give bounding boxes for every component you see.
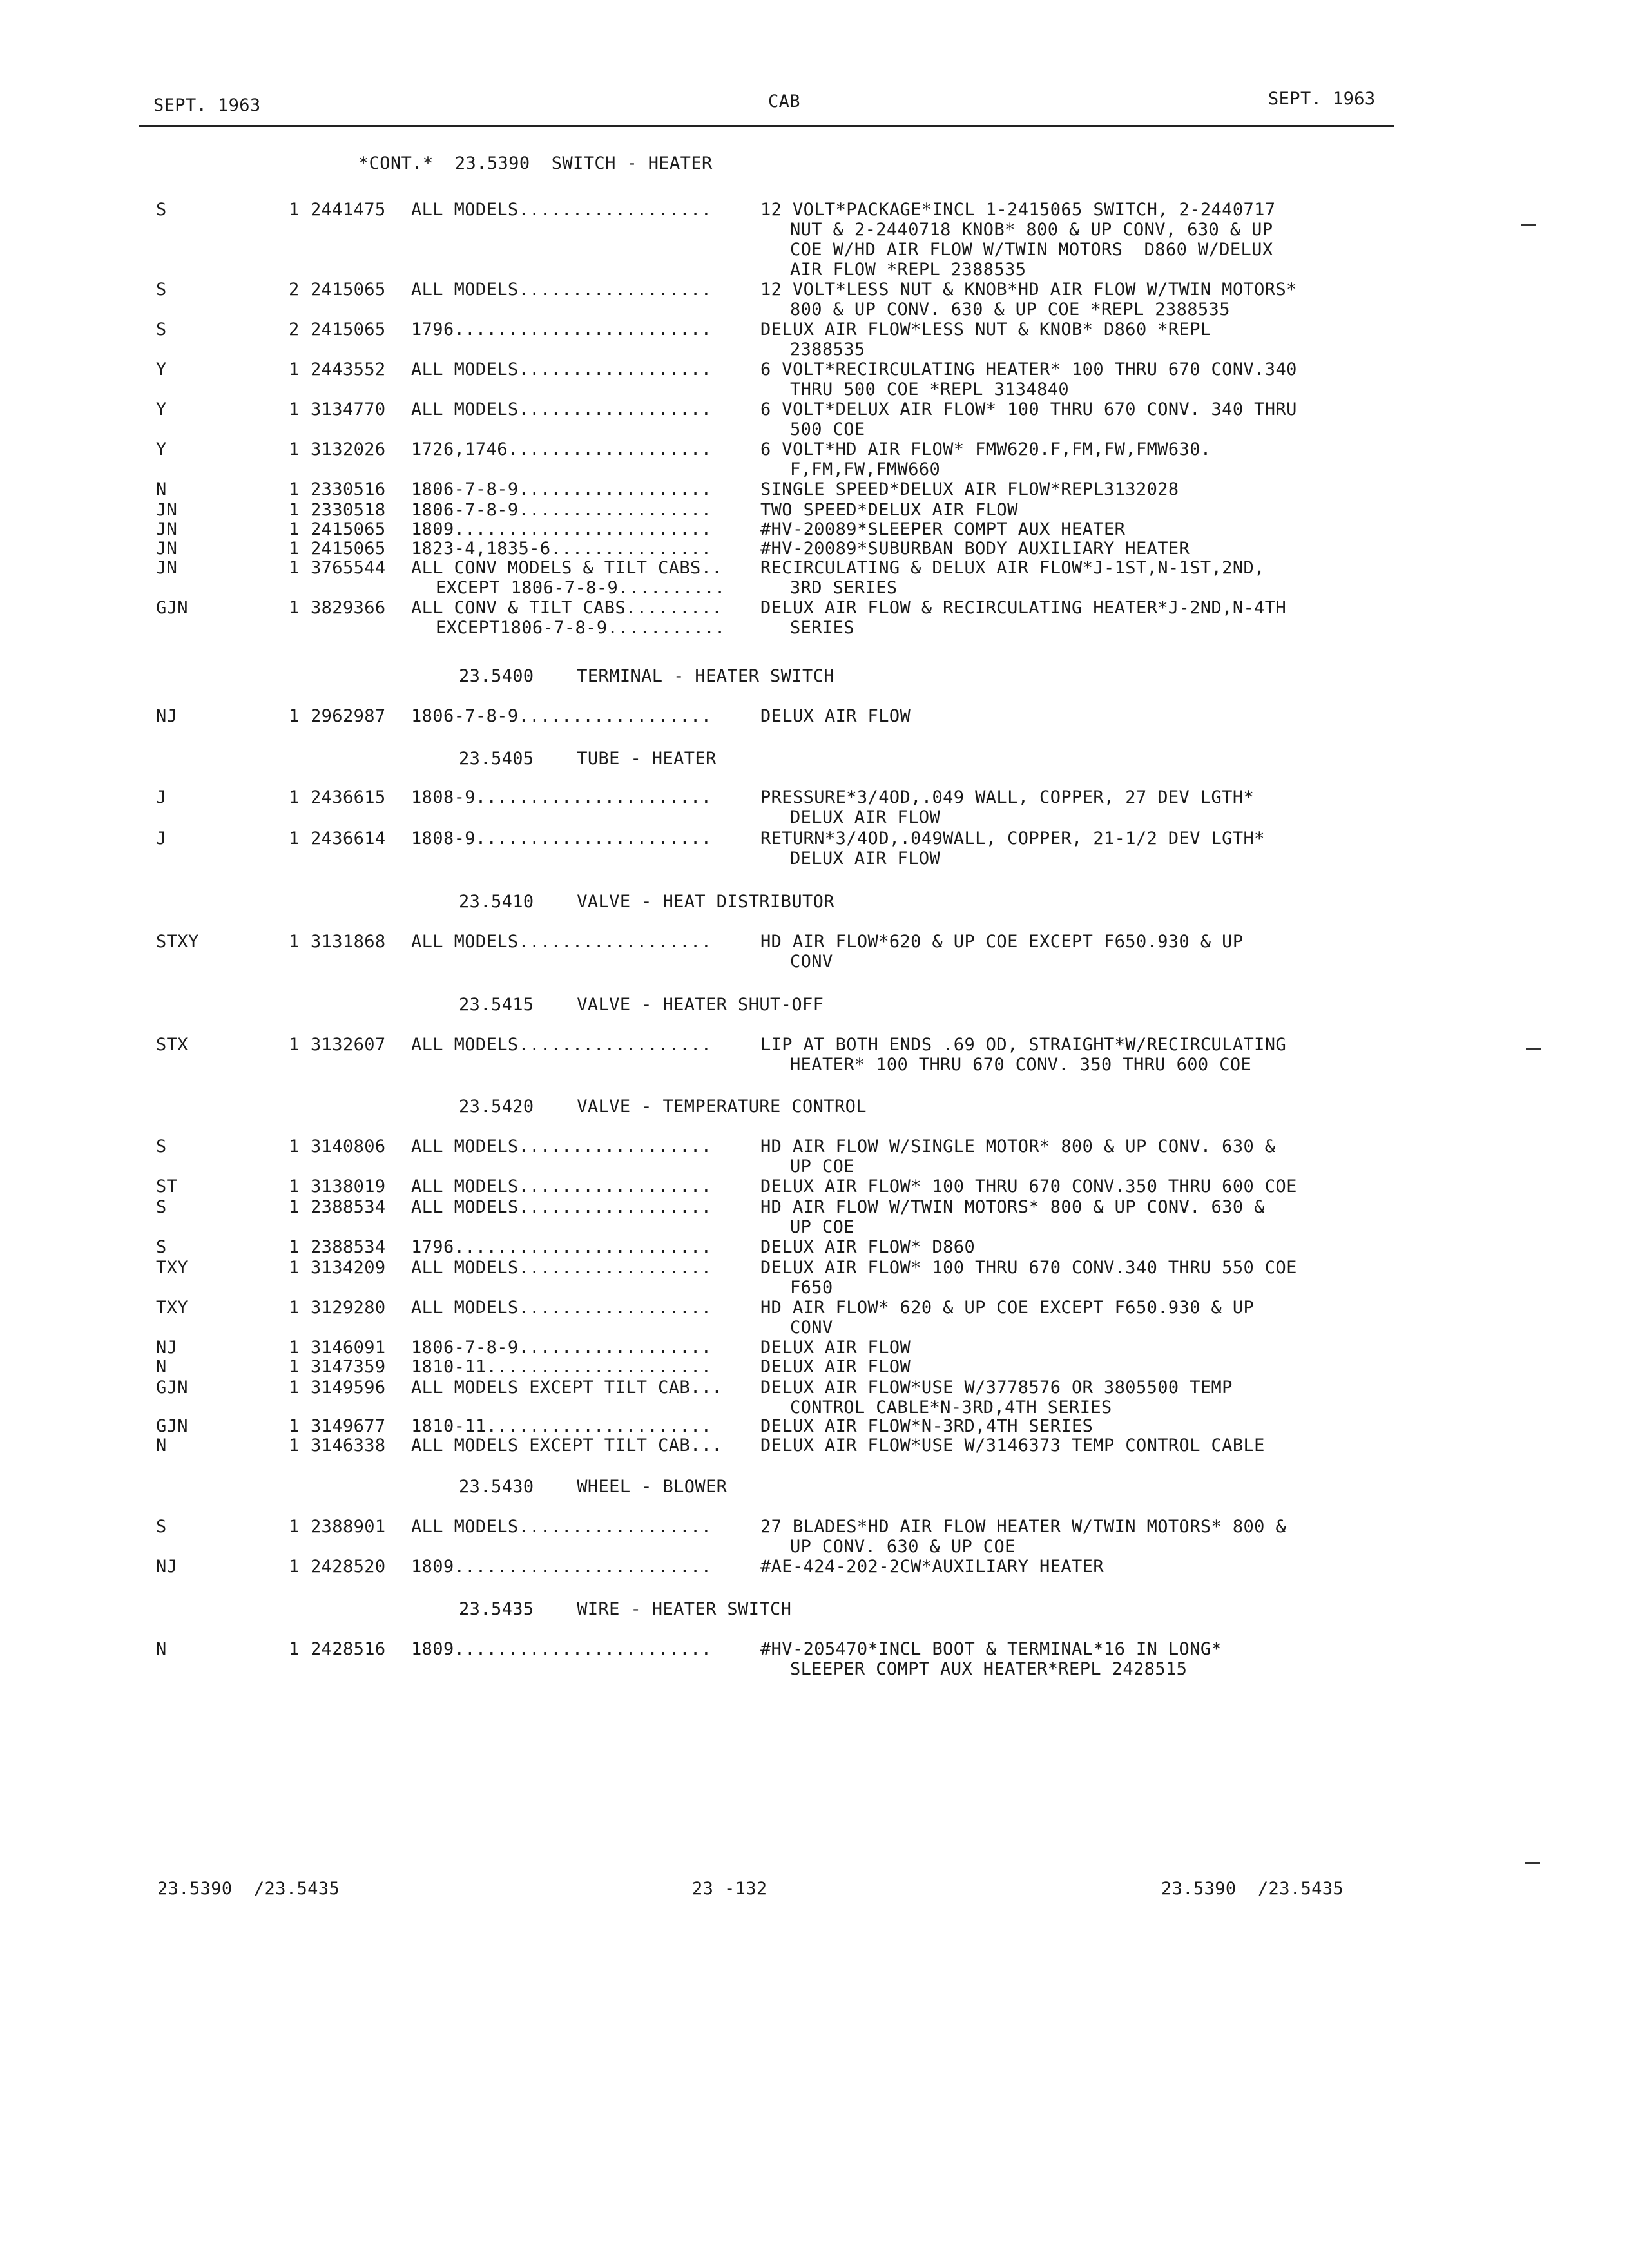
row-qty: 1 [289, 1258, 300, 1278]
row-qty: 1 [289, 829, 300, 849]
row-qty: 1 [289, 479, 300, 499]
row-models: 1796........................ [411, 320, 712, 340]
row-code: NJ [156, 706, 178, 726]
row-part-number: 3134209 [311, 1258, 386, 1278]
row-models: ALL MODELS EXCEPT TILT CAB... [411, 1378, 723, 1398]
row-qty: 1 [289, 1338, 300, 1358]
row-qty: 1 [289, 1177, 300, 1196]
row-part-number: 3146091 [311, 1338, 386, 1358]
row-description: RETURN*3/4OD,.049WALL, COPPER, 21-1/2 DEV LGTH* [760, 829, 1265, 849]
row-description: HD AIR FLOW W/TWIN MOTORS* 800 & UP CONV. 630 & [760, 1197, 1265, 1217]
row-code: STXY [156, 932, 199, 952]
row-description: DELUX AIR FLOW [760, 1338, 911, 1358]
row-models: 1806-7-8-9.................. [411, 479, 712, 499]
row-models: ALL MODELS.................. [411, 1197, 712, 1217]
row-part-number: 3149677 [311, 1416, 386, 1436]
row-models: ALL MODELS.................. [411, 1258, 712, 1278]
row-part-number: 3131868 [311, 932, 386, 952]
row-description: 2388535 [790, 340, 865, 360]
row-description: 6 VOLT*RECIRCULATING HEATER* 100 THRU 670 CONV.340 [760, 360, 1297, 380]
row-qty: 1 [289, 399, 300, 419]
row-part-number: 2415065 [311, 280, 386, 300]
row-models: ALL MODELS EXCEPT TILT CAB... [411, 1436, 723, 1456]
header-date-left: SEPT. 1963 [153, 95, 261, 115]
row-description: F,FM,FW,FMW660 [790, 459, 941, 479]
header-title: CAB [768, 91, 800, 111]
row-qty: 1 [289, 1416, 300, 1436]
row-code: S [156, 320, 167, 340]
row-part-number: 2436614 [311, 829, 386, 849]
row-description: CONTROL CABLE*N-3RD,4TH SERIES [790, 1398, 1112, 1418]
row-qty: 1 [289, 500, 300, 520]
row-part-number: 2428516 [311, 1639, 386, 1659]
row-code: ST [156, 1177, 178, 1196]
row-description: LIP AT BOTH ENDS .69 OD, STRAIGHT*W/RECIRCULATING [760, 1035, 1287, 1055]
row-code: N [156, 1357, 167, 1377]
row-description: #AE-424-202-2CW*AUXILIARY HEATER [760, 1557, 1104, 1577]
row-part-number: 2388534 [311, 1197, 386, 1217]
row-qty: 1 [289, 706, 300, 726]
row-description: CONV [790, 1318, 833, 1338]
row-description: 12 VOLT*PACKAGE*INCL 1-2415065 SWITCH, 2-2440717 [760, 200, 1276, 220]
row-description: 27 BLADES*HD AIR FLOW HEATER W/TWIN MOTORS* 800 & [760, 1517, 1287, 1537]
row-part-number: 2428520 [311, 1557, 386, 1577]
row-code: GJN [156, 1416, 188, 1436]
row-part-number: 2962987 [311, 706, 386, 726]
row-description: 800 & UP CONV. 630 & UP COE *REPL 2388535 [790, 300, 1230, 320]
row-part-number: 3132026 [311, 439, 386, 459]
row-models: 1808-9...................... [411, 787, 712, 807]
row-code: TXY [156, 1258, 188, 1278]
row-description: DELUX AIR FLOW [790, 807, 941, 827]
row-description: 3RD SERIES [790, 578, 898, 598]
row-description: DELUX AIR FLOW [790, 849, 941, 869]
row-models: ALL MODELS.................. [411, 1298, 712, 1318]
row-description: DELUX AIR FLOW [760, 706, 911, 726]
row-models: 1806-7-8-9.................. [411, 706, 712, 726]
row-models: 1810-11..................... [411, 1416, 712, 1436]
margin-mark [1526, 1048, 1541, 1050]
row-models: 1796........................ [411, 1237, 712, 1257]
row-code: GJN [156, 598, 188, 618]
margin-mark [1525, 1862, 1540, 1864]
row-models: 1806-7-8-9.................. [411, 500, 712, 520]
row-description: UP COE [790, 1217, 854, 1237]
row-description: SINGLE SPEED*DELUX AIR FLOW*REPL3132028 [760, 479, 1179, 499]
section-heading: 23.5410 VALVE - HEAT DISTRIBUTOR [459, 892, 834, 912]
row-qty: 1 [289, 360, 300, 380]
row-models: ALL MODELS.................. [411, 200, 712, 220]
row-qty: 1 [289, 1237, 300, 1257]
row-description: THRU 500 COE *REPL 3134840 [790, 380, 1070, 399]
row-models: 1808-9...................... [411, 829, 712, 849]
row-code: GJN [156, 1378, 188, 1398]
row-models: ALL MODELS.................. [411, 280, 712, 300]
row-description: 6 VOLT*DELUX AIR FLOW* 100 THRU 670 CONV. 340 THRU [760, 399, 1297, 419]
header-rule [139, 125, 1394, 127]
section-heading: 23.5430 WHEEL - BLOWER [459, 1477, 728, 1497]
section-heading: 23.5405 TUBE - HEATER [459, 749, 717, 769]
row-code: S [156, 280, 167, 300]
row-description: 6 VOLT*HD AIR FLOW* FMW620.F,FM,FW,FMW630. [760, 439, 1211, 459]
margin-mark [1521, 224, 1536, 226]
row-description: 500 COE [790, 419, 865, 439]
row-qty: 1 [289, 1436, 300, 1456]
row-part-number: 3140806 [311, 1137, 386, 1157]
row-code: N [156, 479, 167, 499]
row-description: DELUX AIR FLOW*USE W/3778576 OR 3805500 TEMP [760, 1378, 1233, 1398]
row-description: UP CONV. 630 & UP COE [790, 1537, 1016, 1557]
row-description: DELUX AIR FLOW* D860 [760, 1237, 976, 1257]
row-models: 1809........................ [411, 1557, 712, 1577]
row-qty: 1 [289, 1357, 300, 1377]
row-qty: 1 [289, 1517, 300, 1537]
row-part-number: 2443552 [311, 360, 386, 380]
row-description: SLEEPER COMPT AUX HEATER*REPL 2428515 [790, 1659, 1188, 1679]
row-code: JN [156, 558, 178, 578]
row-code: Y [156, 439, 167, 459]
row-qty: 1 [289, 787, 300, 807]
row-qty: 1 [289, 1298, 300, 1318]
row-part-number: 2436615 [311, 787, 386, 807]
row-qty: 1 [289, 1137, 300, 1157]
row-part-number: 2441475 [311, 200, 386, 220]
section-heading: 23.5415 VALVE - HEATER SHUT-OFF [459, 995, 824, 1015]
row-code: S [156, 1237, 167, 1257]
row-qty: 1 [289, 200, 300, 220]
row-part-number: 2415065 [311, 539, 386, 559]
row-models: ALL MODELS.................. [411, 1177, 712, 1196]
row-qty: 1 [289, 1197, 300, 1217]
row-part-number: 2388901 [311, 1517, 386, 1537]
row-code: NJ [156, 1338, 178, 1358]
row-code: S [156, 1197, 167, 1217]
row-part-number: 3138019 [311, 1177, 386, 1196]
row-description: DELUX AIR FLOW*N-3RD,4TH SERIES [760, 1416, 1094, 1436]
row-models: ALL MODELS.................. [411, 1517, 712, 1537]
row-models-cont: EXCEPT 1806-7-8-9.......... [436, 578, 726, 598]
row-code: J [156, 787, 167, 807]
row-description: HD AIR FLOW* 620 & UP COE EXCEPT F650.930 & UP [760, 1298, 1255, 1318]
header-date-right: SEPT. 1963 [1268, 89, 1376, 109]
row-code: JN [156, 500, 178, 520]
row-models: 1810-11..................... [411, 1357, 712, 1377]
row-code: S [156, 1137, 167, 1157]
row-part-number: 3146338 [311, 1436, 386, 1456]
row-description: HEATER* 100 THRU 670 CONV. 350 THRU 600 COE [790, 1055, 1252, 1075]
row-models-cont: EXCEPT1806-7-8-9........... [436, 618, 726, 638]
row-description: DELUX AIR FLOW [760, 1357, 911, 1377]
section-heading: *CONT.* 23.5390 SWITCH - HEATER [358, 153, 713, 173]
row-description: #HV-205470*INCL BOOT & TERMINAL*16 IN LONG* [760, 1639, 1222, 1659]
row-code: TXY [156, 1298, 188, 1318]
row-models: ALL MODELS.................. [411, 1137, 712, 1157]
section-heading: 23.5435 WIRE - HEATER SWITCH [459, 1599, 792, 1619]
row-models: 1809........................ [411, 519, 712, 539]
row-description: #HV-20089*SLEEPER COMPT AUX HEATER [760, 519, 1126, 539]
row-part-number: 3134770 [311, 399, 386, 419]
row-models: ALL MODELS.................. [411, 360, 712, 380]
row-description: NUT & 2-2440718 KNOB* 800 & UP CONV, 630 & UP [790, 220, 1273, 240]
row-code: N [156, 1436, 167, 1456]
row-models: ALL MODELS.................. [411, 932, 712, 952]
row-qty: 1 [289, 439, 300, 459]
row-part-number: 2388534 [311, 1237, 386, 1257]
row-qty: 2 [289, 280, 300, 300]
row-models: 1806-7-8-9.................. [411, 1338, 712, 1358]
row-code: Y [156, 360, 167, 380]
row-description: TWO SPEED*DELUX AIR FLOW [760, 500, 1018, 520]
row-part-number: 3149596 [311, 1378, 386, 1398]
row-description: #HV-20089*SUBURBAN BODY AUXILIARY HEATER [760, 539, 1190, 559]
row-qty: 1 [289, 1035, 300, 1055]
row-part-number: 3129280 [311, 1298, 386, 1318]
row-models: 1809........................ [411, 1639, 712, 1659]
row-qty: 1 [289, 558, 300, 578]
row-description: DELUX AIR FLOW & RECIRCULATING HEATER*J-2ND,N-4TH [760, 598, 1287, 618]
row-description: UP COE [790, 1157, 854, 1177]
row-description: PRESSURE*3/4OD,.049 WALL, COPPER, 27 DEV LGTH* [760, 787, 1255, 807]
row-code: JN [156, 539, 178, 559]
row-part-number: 3765544 [311, 558, 386, 578]
row-qty: 1 [289, 1639, 300, 1659]
row-description: RECIRCULATING & DELUX AIR FLOW*J-1ST,N-1ST,2ND, [760, 558, 1265, 578]
section-heading: 23.5400 TERMINAL - HEATER SWITCH [459, 666, 834, 686]
row-description: COE W/HD AIR FLOW W/TWIN MOTORS D860 W/DELUX [790, 240, 1273, 260]
row-models: ALL CONV & TILT CABS......... [411, 598, 723, 618]
row-code: S [156, 200, 167, 220]
row-code: JN [156, 519, 178, 539]
row-code: STX [156, 1035, 188, 1055]
row-qty: 1 [289, 539, 300, 559]
row-part-number: 2330518 [311, 500, 386, 520]
row-qty: 1 [289, 932, 300, 952]
row-qty: 1 [289, 1378, 300, 1398]
row-part-number: 3829366 [311, 598, 386, 618]
row-part-number: 2330516 [311, 479, 386, 499]
row-description: 12 VOLT*LESS NUT & KNOB*HD AIR FLOW W/TWIN MOTORS* [760, 280, 1297, 300]
row-code: N [156, 1639, 167, 1659]
row-description: DELUX AIR FLOW*USE W/3146373 TEMP CONTROL CABLE [760, 1436, 1265, 1456]
row-code: S [156, 1517, 167, 1537]
row-models: ALL MODELS.................. [411, 399, 712, 419]
row-description: SERIES [790, 618, 854, 638]
row-qty: 1 [289, 598, 300, 618]
row-models: 1726,1746................... [411, 439, 712, 459]
row-description: DELUX AIR FLOW* 100 THRU 670 CONV.340 THRU 550 COE [760, 1258, 1297, 1278]
footer-right: 23.5390 /23.5435 [1161, 1879, 1344, 1899]
row-models: ALL MODELS.................. [411, 1035, 712, 1055]
row-qty: 1 [289, 1557, 300, 1577]
row-description: DELUX AIR FLOW*LESS NUT & KNOB* D860 *REPL [760, 320, 1211, 340]
row-part-number: 3132607 [311, 1035, 386, 1055]
row-models: ALL CONV MODELS & TILT CABS.. [411, 558, 723, 578]
footer-left: 23.5390 /23.5435 [157, 1879, 340, 1899]
row-code: J [156, 829, 167, 849]
row-description: CONV [790, 952, 833, 972]
row-description: DELUX AIR FLOW* 100 THRU 670 CONV.350 THRU 600 COE [760, 1177, 1297, 1196]
row-description: HD AIR FLOW*620 & UP COE EXCEPT F650.930 & UP [760, 932, 1244, 952]
row-qty: 1 [289, 519, 300, 539]
row-part-number: 2415065 [311, 320, 386, 340]
row-description: HD AIR FLOW W/SINGLE MOTOR* 800 & UP CONV. 630 & [760, 1137, 1276, 1157]
row-models: 1823-4,1835-6............... [411, 539, 712, 559]
row-code: NJ [156, 1557, 178, 1577]
row-description: F650 [790, 1278, 833, 1298]
row-part-number: 3147359 [311, 1357, 386, 1377]
row-part-number: 2415065 [311, 519, 386, 539]
row-code: Y [156, 399, 167, 419]
footer-page-number: 23 -132 [692, 1879, 767, 1899]
section-heading: 23.5420 VALVE - TEMPERATURE CONTROL [459, 1097, 867, 1117]
row-description: AIR FLOW *REPL 2388535 [790, 260, 1027, 280]
row-qty: 2 [289, 320, 300, 340]
